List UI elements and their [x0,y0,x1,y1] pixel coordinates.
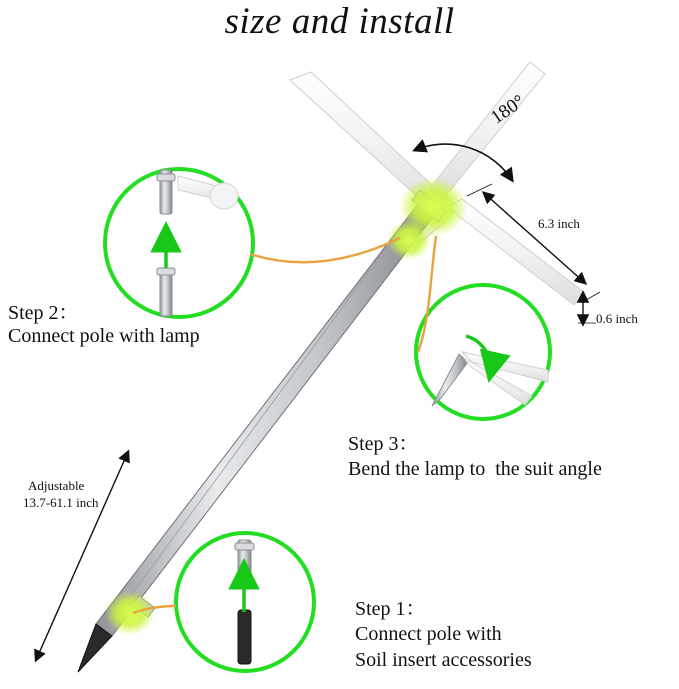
step-1-body-line-2: Soil insert accessories [355,649,532,671]
callout-step2 [105,169,253,317]
page-title: size and install [224,1,455,42]
step-3-body: Bend the lamp to the suit angle [348,458,602,480]
adjustable-label: Adjustable [28,478,85,493]
step-1-title: Step 1： [355,598,426,620]
angle-label: 180° [487,90,529,129]
step-2-body: Connect pole with lamp [8,325,200,347]
callout-step1 [176,533,314,671]
adjustable-value: 13.7-61.1 inch [23,495,99,510]
step-3-title: Step 3： [348,433,419,455]
thickness-dimension-label: 0.6 inch [596,311,638,326]
step-2-title: Step 2： [8,302,79,324]
length-dimension-label: 6.3 inch [538,216,580,231]
step-1-body-line-1: Connect pole with [355,623,502,645]
callout-step3 [416,285,550,419]
